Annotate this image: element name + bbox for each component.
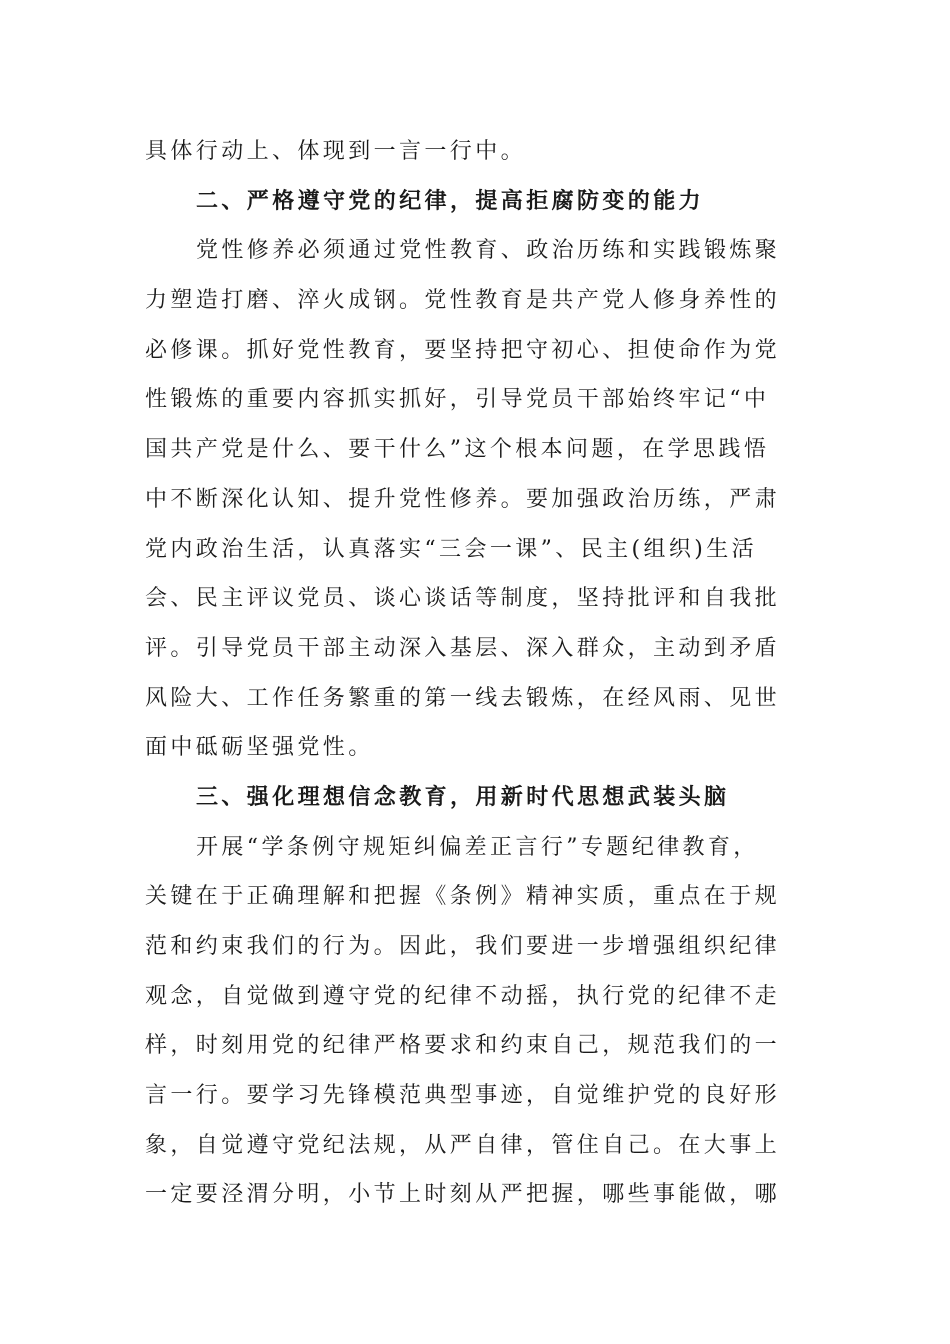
text-line: 样，时刻用党的纪律严格要求和约束自己，规范我们的一 xyxy=(145,1033,781,1059)
text-line: 面中砥砺坚强党性。 xyxy=(145,735,374,761)
text-line: 一定要泾渭分明，小节上时刻从严把握，哪些事能做，哪 xyxy=(145,1182,781,1208)
paragraph xyxy=(145,127,807,177)
text-line: 范和约束我们的行为。因此，我们要进一步增强组织纪律 xyxy=(145,934,781,959)
text-line: 党性修养必须通过党性教育、政治历练和实践锻炼聚 xyxy=(196,238,781,264)
text-line: 性锻炼的重要内容抓实抓好，引导党员干部始终牢记“中 xyxy=(145,387,770,413)
text-line: 关键在于正确理解和把握《条例》精神实质，重点在于规 xyxy=(145,884,781,910)
text-line: 观念，自觉做到遵守党的纪律不动摇，执行党的纪律不走 xyxy=(145,983,781,1009)
text-line: 力塑造打磨、淬火成钢。党性教育是共产党人修身养性的 xyxy=(145,288,781,314)
text-line: 必修课。抓好党性教育，要坚持把守初心、担使命作为党 xyxy=(145,337,781,363)
heading-text: 二、严格遵守党的纪律，提高拒腐防变的能力 xyxy=(196,188,705,214)
text-line: 国共产党是什么、要干什么”这个根本问题，在学思践悟 xyxy=(145,437,770,463)
text-line: 风险大、工作任务繁重的第一线去锻炼，在经风雨、见世 xyxy=(145,685,781,711)
text-line: 象，自觉遵守党纪法规，从严自律，管住自己。在大事上 xyxy=(145,1132,781,1158)
text-line: 具体行动上、体现到一言一行中。 xyxy=(145,139,527,164)
section-heading xyxy=(145,177,807,227)
text-line: 言一行。要学习先锋模范典型事迹，自觉维护党的良好形 xyxy=(145,1083,781,1109)
text-line: 党内政治生活，认真落实“三会一课”、民主(组织)生活 xyxy=(145,536,758,562)
document-page xyxy=(145,127,807,1220)
text-line: 评。引导党员干部主动深入基层、深入群众，主动到矛盾 xyxy=(145,635,781,661)
paragraph xyxy=(145,226,807,773)
text-line: 中不断深化认知、提升党性修养。要加强政治历练，严肃 xyxy=(145,486,781,512)
heading-text: 三、强化理想信念教育，用新时代思想武装头脑 xyxy=(196,784,730,810)
text-line: 会、民主评议党员、谈心谈话等制度，坚持批评和自我批 xyxy=(145,586,781,612)
paragraph xyxy=(145,823,807,1221)
section-heading xyxy=(145,773,807,823)
text-line: 开展“学条例守规矩纠偏差正言行”专题纪律教育， xyxy=(196,834,759,860)
